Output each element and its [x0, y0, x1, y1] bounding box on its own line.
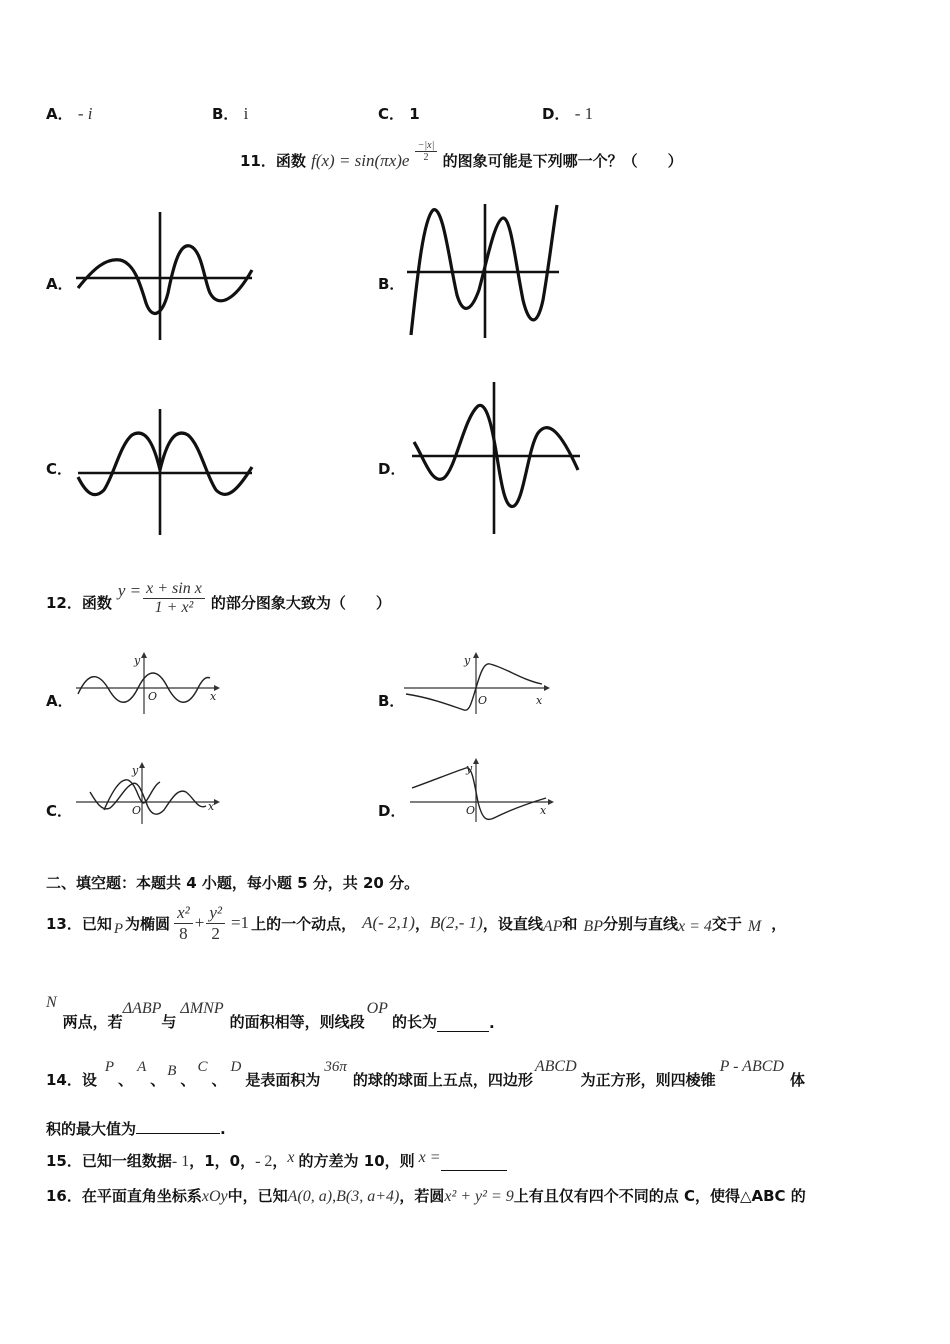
q16-point-b: B(3, a+4) — [336, 1188, 400, 1205]
origin-label: O — [148, 690, 158, 703]
q11-graph-a — [76, 208, 256, 343]
origin-label: O — [466, 804, 476, 817]
y-label: y — [132, 764, 139, 777]
q11-exp-den: 2 — [423, 152, 429, 163]
q12-graph-c — [76, 762, 222, 824]
q11-number: 11．函数 — [240, 152, 306, 170]
q16-circle: x² + y² = 9 — [444, 1188, 514, 1205]
q15-text-a: 15．已知一组数据 — [46, 1152, 172, 1170]
q11-option-b-label: B． — [378, 275, 405, 293]
q12-numerator: x + sin x — [143, 580, 205, 599]
x-label: x — [536, 694, 543, 707]
q12-fraction — [143, 580, 205, 617]
q14-answer-blank[interactable] — [136, 1119, 220, 1134]
q10-option-c — [378, 103, 420, 124]
q10-option-a-label: A． — [46, 105, 73, 123]
q13-ellipse-frac1 — [174, 903, 193, 944]
q13-ellipse-den1: 8 — [179, 923, 188, 943]
q16-text-d: 上有且仅有四个不同的点 C，使得△ABC 的 — [513, 1187, 806, 1205]
q16-comma: , — [332, 1188, 337, 1205]
q14-sep-4: 、 — [211, 1071, 227, 1089]
q13-line2-b: 与 — [161, 1013, 177, 1031]
q13-text-g: 交于 — [711, 914, 742, 933]
q13-ellipse-num1: x² — [174, 903, 193, 924]
q13-line2-e: . — [488, 1014, 495, 1032]
q13-text-f: 分别与直线 — [602, 914, 678, 933]
q14-point-a: A — [137, 1059, 147, 1075]
q13-op: OP — [366, 1000, 388, 1017]
q15-data-4: ， — [272, 1152, 288, 1170]
q14-area: 36π — [324, 1059, 347, 1075]
q13-x4: x = 4 — [677, 918, 712, 935]
q11-option-a-label: A． — [46, 275, 73, 293]
y-axis-arrow — [141, 652, 147, 658]
q15-xeq: x = — [418, 1149, 441, 1166]
q14-text-b: 是表面积为 — [245, 1071, 321, 1089]
section2-heading: 二、填空题：本题共 4 小题，每小题 5 分，共 20 分。 — [46, 874, 420, 892]
q15-data-3: - 2 — [255, 1153, 273, 1170]
q15-data-1: - 1 — [171, 1153, 190, 1170]
q10-option-c-label: C． — [378, 105, 405, 123]
q13-m: M — [747, 918, 762, 935]
q10-option-a — [46, 103, 92, 124]
y-axis-arrow — [139, 762, 145, 768]
q14-sep-2: 、 — [150, 1071, 166, 1089]
q13-ellipse-den2: 2 — [211, 923, 220, 943]
q11-graph-b — [405, 200, 565, 340]
q15-text-b: 的方差为 10，则 — [298, 1152, 415, 1170]
origin-label: O — [478, 694, 488, 707]
q13-plus: + — [194, 913, 205, 932]
q12-y-eq: y = — [117, 580, 142, 600]
q13-text-h: ， — [771, 914, 787, 933]
q11-option-c-label: C． — [46, 460, 73, 478]
q14-number: 14．设 — [46, 1071, 97, 1089]
q15-x: x — [287, 1149, 295, 1166]
q14-text-c: 的球的球面上五点，四边形 — [352, 1071, 533, 1089]
q13-mnp: ΔMNP — [180, 1000, 224, 1017]
x-axis-arrow — [214, 799, 220, 805]
q10-option-b-value: i — [243, 104, 249, 123]
q10-option-b — [212, 103, 248, 124]
q10-option-c-value: 1 — [409, 105, 420, 123]
q12-option-b-label: B． — [378, 692, 405, 710]
q10-option-b-label: B． — [212, 105, 239, 123]
q14-line2 — [46, 1118, 226, 1139]
y-label: y — [464, 654, 471, 667]
y-axis-arrow — [473, 652, 479, 658]
q13-p: P — [113, 920, 124, 937]
q16-text-b: 中，已知 — [227, 1187, 288, 1205]
q12-option-a-label: A． — [46, 692, 73, 710]
q11-stem — [240, 140, 683, 173]
q12-graph-d — [410, 758, 556, 824]
q11-exp-num: −|x| — [415, 140, 438, 152]
q13-number: 13．已知 — [46, 914, 112, 933]
curve — [78, 433, 252, 495]
q15-data-2: ，1，0， — [189, 1152, 256, 1170]
x-label: x — [540, 804, 547, 817]
q14-point-c: C — [197, 1059, 208, 1075]
curve — [406, 664, 542, 710]
q14-sep-1: 、 — [118, 1071, 134, 1089]
q13-line2-c: 的面积相等，则线段 — [229, 1013, 365, 1031]
q14-text-e: 体 — [789, 1071, 805, 1089]
q13-text-c: 上的一个动点， — [251, 914, 357, 933]
q14-line1 — [46, 1050, 805, 1090]
q13-eq: =1 — [230, 913, 250, 932]
q16-text-c: ，若圆 — [399, 1187, 445, 1205]
q10-option-a-value: - i — [77, 104, 93, 123]
q13-line1 — [46, 896, 786, 950]
q13-abp: ΔABP — [122, 1000, 162, 1017]
q16-text-a: 16．在平面直角坐标系 — [46, 1187, 202, 1205]
q13-text-e: 和 — [562, 914, 578, 933]
q10-option-d-value: - 1 — [574, 104, 594, 123]
q12-stem — [46, 580, 391, 621]
x-axis-arrow — [544, 685, 550, 691]
q13-text-d: ，设直线 — [482, 914, 543, 933]
q12-number: 12．函数 — [46, 594, 112, 612]
y-label: y — [134, 654, 141, 667]
q13-answer-blank[interactable] — [437, 1017, 489, 1032]
q11-graph-c — [76, 405, 256, 540]
q11-tail: 的图象可能是下列哪一个？（ ） — [442, 152, 683, 170]
q11-graph-d — [408, 378, 586, 538]
q15-line — [46, 1150, 507, 1171]
q13-text-b: 为椭圆 — [125, 914, 171, 933]
q11-exponent — [415, 140, 438, 163]
q13-comma: ， — [414, 914, 430, 933]
x-label: x — [210, 690, 217, 703]
y-label: y — [466, 762, 473, 775]
q13-line2 — [46, 992, 495, 1032]
q14-point-p: P — [104, 1059, 115, 1075]
q10-option-d — [542, 103, 593, 124]
curve — [78, 246, 252, 314]
q13-bp: BP — [583, 918, 603, 935]
q14-line2-a: 积的最大值为 — [46, 1120, 137, 1138]
q16-xoy: xOy — [201, 1188, 228, 1205]
q13-line2-a: 两点，若 — [62, 1013, 123, 1031]
q11-option-d-label: D． — [378, 460, 406, 478]
q13-line2-d: 的长为 — [391, 1013, 437, 1031]
q12-graph-a — [76, 652, 222, 714]
q13-point-b: B(2,- 1) — [429, 913, 483, 932]
q12-option-c-label: C． — [46, 802, 73, 820]
x-axis-arrow — [548, 799, 554, 805]
q16-line — [46, 1185, 806, 1206]
q13-ap: AP — [542, 918, 563, 935]
q13-ellipse-num2: y² — [206, 903, 225, 924]
q14-abcd: ABCD — [534, 1058, 577, 1075]
q13-ellipse-frac2 — [206, 903, 225, 944]
q16-point-a: A(0, a) — [287, 1188, 333, 1205]
q12-option-d-label: D． — [378, 802, 406, 820]
q12-graph-b — [402, 652, 552, 714]
q13-point-a: A(- 2,1) — [362, 913, 415, 932]
q13-n: N — [46, 994, 57, 1011]
q14-line2-b: . — [220, 1120, 226, 1138]
x-label: x — [208, 800, 215, 813]
origin-label: O — [132, 804, 142, 817]
q11-formula: f(x) = sin(πx)e — [311, 151, 410, 170]
q14-sep-3: 、 — [180, 1071, 196, 1089]
q10-option-d-label: D． — [542, 105, 570, 123]
q12-tail: 的部分图象大致为（ ） — [210, 594, 391, 612]
q14-text-d: 为正方形，则四棱锥 — [580, 1071, 716, 1089]
q12-denominator: 1 + x² — [154, 599, 194, 616]
curve — [412, 768, 546, 820]
q14-point-d: D — [230, 1059, 242, 1075]
y-axis-arrow — [473, 758, 479, 764]
q14-point-b: B — [167, 1063, 177, 1079]
q15-answer-blank[interactable] — [441, 1156, 507, 1171]
q14-pabcd: P - ABCD — [719, 1058, 784, 1075]
